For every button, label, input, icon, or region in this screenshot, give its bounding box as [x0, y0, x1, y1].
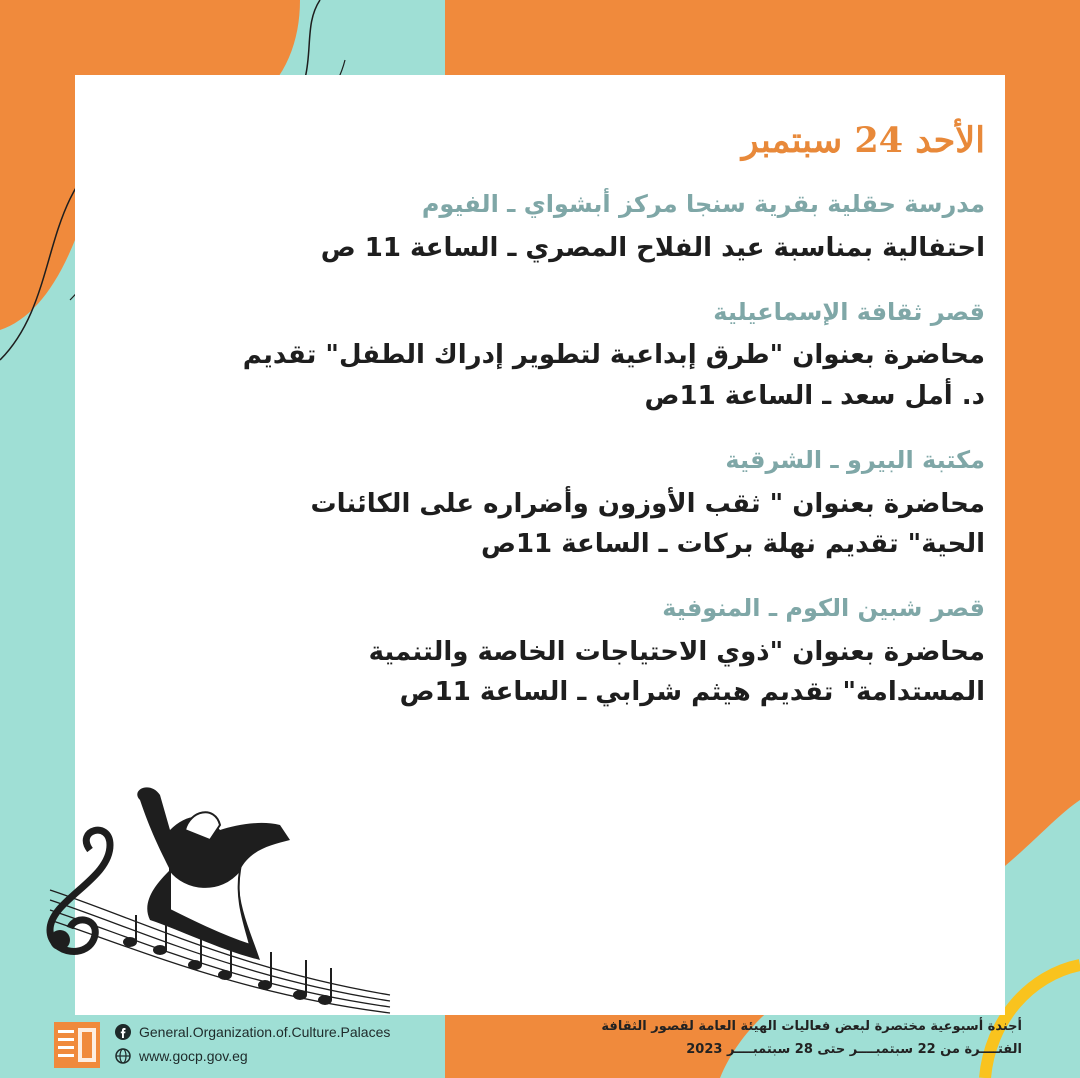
event-description-line: د. أمل سعد ـ الساعة 11ص: [644, 380, 985, 411]
agenda-period: الفتــــرة من 22 سبتمبــــر حتى 28 سبتمبــــر 2023: [686, 1041, 1022, 1057]
website-url: www.gocp.gov.eg: [139, 1048, 248, 1064]
event-venue: قصر شبين الكوم ـ المنوفية: [662, 594, 985, 623]
social-links: [115, 1020, 390, 1068]
facebook-handle: General.Organization.of.Culture.Palaces: [139, 1024, 391, 1040]
event-description-line: محاضرة بعنوان "طرق إبداعية لتطوير إدراك الطفل" تقديم: [242, 340, 985, 371]
event-description-line: احتفالية بمناسبة عيد الفلاح المصري ـ الساعة 11 ص: [320, 232, 985, 263]
agenda-content: [75, 110, 985, 740]
event-description-line: المستدامة" تقديم هيثم شرابي ـ الساعة 11ص: [399, 677, 985, 708]
event-item: [75, 188, 985, 268]
event-description-line: محاضرة بعنوان "ذوي الاحتياجات الخاصة والتنمية: [368, 636, 985, 667]
footer-contact: [52, 1020, 412, 1070]
event-item: [75, 296, 985, 416]
dervish-music-illustration: [20, 770, 400, 1020]
gocp-logo: [52, 1020, 102, 1070]
event-venue: قصر ثقافة الإسماعيلية: [713, 297, 985, 326]
event-venue: مكتبة البيرو ـ الشرقية: [725, 446, 985, 475]
event-venue: مدرسة حقلية بقرية سنجا مركز أبشواي ـ الفيوم: [421, 190, 985, 218]
agenda-line: أجندة أسبوعية مختصرة لبعض فعاليات الهيئة العامة لقصور الثقافة: [601, 1019, 1022, 1034]
globe-icon: [115, 1048, 131, 1064]
facebook-icon: [115, 1024, 131, 1040]
facebook-link[interactable]: [115, 1020, 390, 1044]
event-item: [75, 444, 985, 564]
agenda-note: [601, 1016, 1022, 1062]
event-description-line: محاضرة بعنوان " ثقب الأوزون وأضراره على الكائنات: [310, 488, 985, 519]
website-link[interactable]: [115, 1044, 390, 1068]
event-item: [75, 592, 985, 712]
date-title: الأحد 24 سبتمبر: [741, 120, 985, 161]
event-description-line: الحية" تقديم نهلة بركات ـ الساعة 11ص: [480, 528, 985, 559]
